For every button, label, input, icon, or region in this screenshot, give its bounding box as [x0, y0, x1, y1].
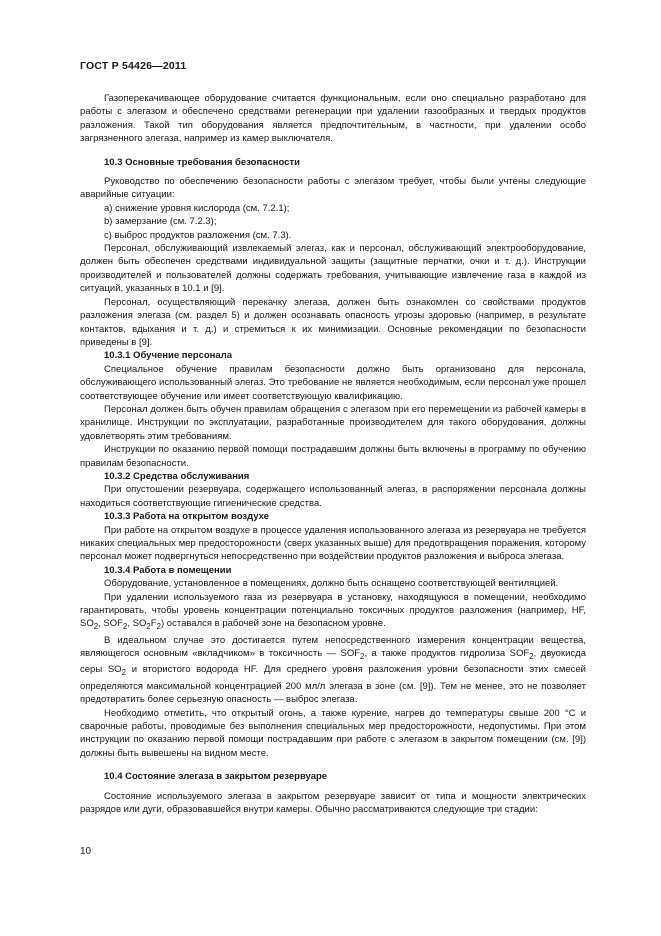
- paragraph-with-formulas: При удалении используемого газа из резервуара в установку, находящуюся в помещении, необходимо гарантировать, чтобы уровень концентрации потенциально токсичных продуктов разложения (например, HF, $SO_2$, $SOF_2$, $SO_2F_2$) оставался в рабочей зоне на безопасном уровне.: [80, 591, 586, 632]
- section-heading-10-3-4: 10.3.4 Работа в помещении: [104, 564, 232, 576]
- paragraph: Оборудование, установленное в помещениях, должно быть оснащено соответствующей вентиляцией.: [104, 578, 559, 590]
- hazard-list: [80, 202, 586, 242]
- paragraph: Руководство по обеспечению безопасности работы с элегазом требует, чтобы были учтены следующие аварийные ситуации:: [80, 176, 586, 201]
- paragraph: Персонал, обслуживающий извлекаемый элегаз, как и персонал, обслуживающий электрооборудование, должен быть обеспечен средствами индивидуальной защиты (защитные перчатки, очки и т. д.). Инструкции производителей и пользователей должны содержать требования, учитывающие извлечение газа в каждой из ситуаций, указанных в 10.1 и [9].: [80, 243, 586, 295]
- list-item: a) снижение уровня кислорода (см. 7.2.1);: [104, 202, 290, 214]
- section-heading-10-3-2: 10.3.2 Средства обслуживания: [104, 470, 250, 482]
- section-heading-10-3-1: 10.3.1 Обучение персонала: [104, 350, 233, 362]
- paragraph: Инструкции по оказанию первой помощи пострадавшим должны быть включены в программу по обучению правилам безопасности.: [80, 444, 586, 469]
- paragraph: При опустошении резервуара, содержащего использованный элегаз, в распоряжении персонала должны находиться соответствующие гигиенические средства.: [80, 484, 586, 509]
- paragraph: При работе на открытом воздухе в процессе удаления использованного элегаза из резервуара не требуется никаких специальных мер предосторожности (сверх указанных выше) для предотвращения поражения, которому персонал может подвергнуться непосредственно при воздействии продуктов разложения и выброса элегаза.: [80, 524, 586, 563]
- section-heading-10-3-3: 10.3.3 Работа на открытом воздухе: [104, 511, 269, 523]
- section-heading-10-4: 10.4 Состояние элегаза в закрытом резервуаре: [104, 771, 328, 783]
- page-number: 10: [80, 846, 92, 857]
- paragraph: Газоперекачивающее оборудование считается функциональным, если оно специально разработано для работы с элегазом и обеспечено средствами регенерации при удалении газообразных и твердых продуктов разложения. Такой тип оборудования является предпочтительным, в частности, при удалении особо загрязненного элегаза, например из камер выключателя.: [80, 93, 586, 145]
- paragraph-with-formulas: В идеальном случае это достигается путем непосредственного измерения концентрации вещества, являющегося основным «вкладчиком» в токсичность — $SOF_2$, а также продуктов гидролиза $SOF_2$, двуокисда серы $SO_2$ и втористого водорода HF. Для среднего уровня разложения уровни безопасности этих смесей определяются максимальной концентрацией 200 мл/л элегаза в зоне (см. [9]). Тем не менее, это не позволяет предотвратить более серьезную опасность — выброс элегаза.: [80, 634, 586, 706]
- list-item: c) выброс продуктов разложения (см. 7.3).: [104, 229, 292, 241]
- standard-header: ГОСТ Р 54426—2011: [80, 60, 187, 72]
- document-body: [80, 92, 586, 816]
- paragraph: Специальное обучение правилам безопасности должно быть организовано для персонала, обслуживающего использованный элегаз. Это требование не является необходимым, если персонал уже прошел соответствующее обучение или имеет соответствующую квалификацию.: [80, 363, 586, 402]
- section-heading-10-3: 10.3 Основные требования безопасности: [104, 156, 300, 168]
- list-item: b) замерзание (см. 7.2.3);: [104, 216, 217, 228]
- paragraph: Состояние используемого элегаза в закрытом резервуаре зависит от типа и мощности электрических разрядов или дуги, образовавшейся внутри камеры. Обычно рассматриваются следующие три стадии:: [80, 790, 586, 815]
- paragraph: Необходимо отметить, что открытый огонь, а также курение, нагрев до температуры свыше 200 °C и сварочные работы, проводимые без выполнения специальных мер предосторожности, недопустимы. При этом инструкции по оказанию первой помощи пострадавшим при работе с элегазом в закрытом помещении (см. [9]) должны быть вывешены на видном месте.: [80, 707, 586, 759]
- paragraph: Персонал должен быть обучен правилам обращения с элегазом при его перемещении из рабочей камеры в хранилище. Инструкции по эксплуатации, разработанные производителем для такого оборудования, должны удовлетворять этим требованиям.: [80, 403, 586, 442]
- paragraph: Персонал, осуществляющий перекачку элегаза, должен быть ознакомлен со свойствами продуктов разложения элегаза (см. раздел 5) и должен осознавать опасность угрозы здоровью (например, в результате контактов, вдыхания и т. д.) и стремиться к их минимизации. Основные рекомендации по безопасности приведены в [9].: [80, 296, 586, 348]
